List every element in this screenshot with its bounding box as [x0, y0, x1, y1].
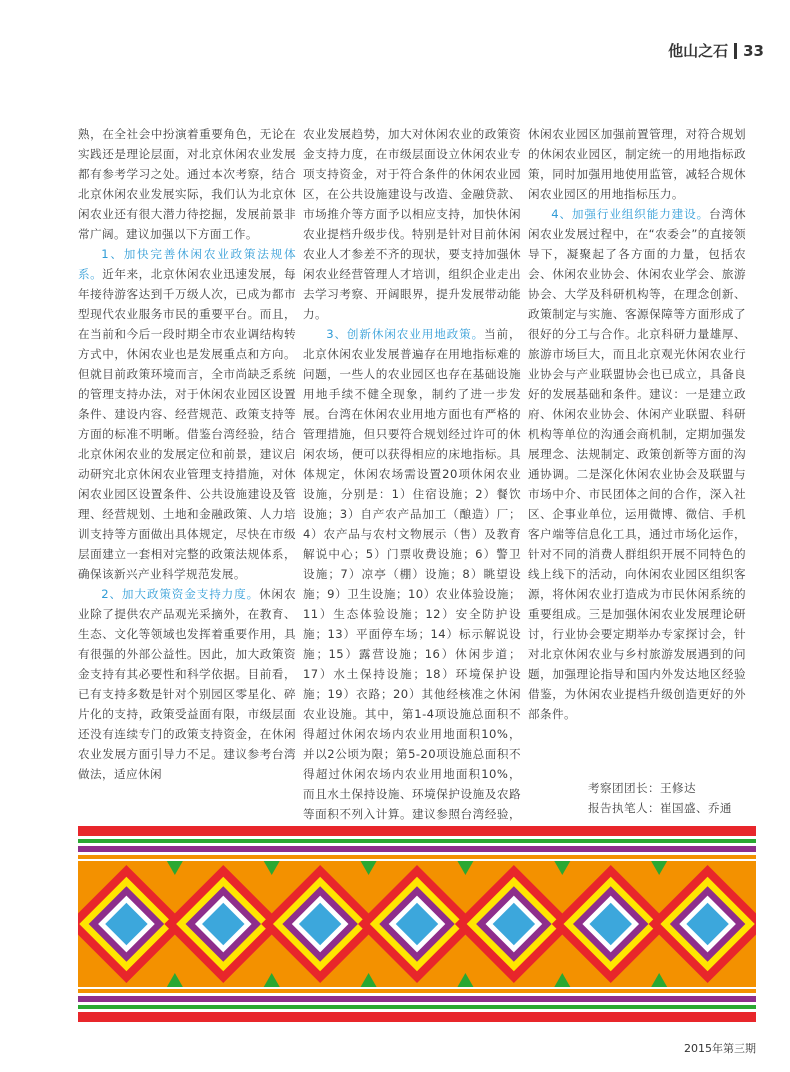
- banner-stripes-top: [78, 826, 756, 861]
- paragraph: 熟，在全社会中扮演着重要角色，无论在实践还是理论层面，对北京休闲农业发展都有参考学习之处。通过本次考察，结合北京休闲农业发展实际，我们认为北京休闲农业还有很大潜力待挖掘，发展前景非常广阔。建议加强以下方面工作。: [78, 127, 296, 241]
- decorative-banner: [78, 826, 756, 1022]
- banner-stripe: [78, 989, 756, 993]
- issue-label: 2015年第三期: [684, 1042, 756, 1055]
- paragraph: [78, 584, 296, 784]
- banner-stripe: [78, 993, 756, 996]
- banner-stripe: [78, 852, 756, 855]
- section-heading: 1、加快完善休闲农业政策法规体系。: [78, 247, 296, 281]
- banner-stripe: [78, 855, 756, 859]
- signature-leader: 考察团团长：王修达: [588, 781, 696, 795]
- banner-stripe: [78, 846, 756, 852]
- text-column-2: [303, 124, 521, 844]
- banner-stripe: [78, 987, 756, 989]
- banner-stripe: [78, 996, 756, 1002]
- banner-stripe: [78, 1005, 756, 1009]
- banner-stripe: [78, 826, 756, 836]
- paragraph: [78, 244, 296, 584]
- paragraph-body: 台湾休闲农业发展过程中，在“农委会”的直接领导下，凝聚起了各方面的力量，包括农会、休闲农业协会、休闲农业学会、旅游协会、大学及科研机构等，在理念创新、政策制定与实施、客源保障等方面形成了很好的分工与合作。北京科研力量雄厚、旅游市场巨大，而且北京观光休闲农业行业协会与产业联盟协会也已成立，具备良好的发展基础和条件。建议：一是建立政府、休闲农业协会、休闲产业联盟、科研机构等单位的沟通会商机制，定期加强发展理念、法规制定、政策创新等方面的沟通协调。二是深化休闲农业协会及联盟与市场中介、市民团体之间的合作，深入社区、企事业单位，运用微博、微信、手机客户端等信息化工具，通过市场化运作，针对不同的消费人群组织开展不同特色的线上线下的活动，向休闲农业园区组织客源，将休闲农业打造成为市民休闲系统的重要组成。三是加强休闲农业发展理论研讨，行业协会要定期举办专家探讨会，针对北京休闲农业与乡村旅游发展遇到的问题，加强理论指导和国内外发达地区经验借鉴，为休闲农业提档升级创造更好的外部条件。: [528, 207, 747, 721]
- banner-stripe: [78, 836, 756, 839]
- banner-stripe: [78, 843, 756, 846]
- banner-pattern-band: [78, 861, 756, 987]
- banner-stripe: [78, 1012, 756, 1022]
- signature-writers: 报告执笔人：崔国盛、乔通: [588, 801, 732, 815]
- text-column-3: [528, 124, 746, 724]
- text-column-1: [78, 124, 296, 784]
- paragraph-body: 近年来，北京休闲农业迅速发展，每年接待游客达到千万级人次，已成为都市型现代农业服务市民的重要平台。而且，在当前和今后一段时期全市农业调结构转方式中，休闲农业也是发展重点和方向。但就目前政策环境而言，全市尚缺乏系统的管理支持办法，对于休闲农业园区设置条件、建设内容、经营规范、政策支持等方面的标准不明晰。借鉴台湾经验，结合北京休闲农业的发展定位和前景，建议启动研究北京休闲农业管理支持措施，对休闲农业园区设置条件、公共设施建设及管理、经营规划、土地和金融政策、人力培训支持等方面做出具体规定，尽快在市级层面建立一套相对完整的政策法规体系，确保该新兴产业科学规范发展。: [78, 267, 296, 581]
- banner-stripe: [78, 859, 756, 861]
- paragraph: [303, 324, 521, 844]
- paragraph: [528, 204, 746, 724]
- section-title: 他山之石: [668, 42, 729, 60]
- section-heading: 2、加大政策资金支持力度。: [101, 587, 260, 601]
- banner-stripe: [78, 839, 756, 843]
- section-heading: 3、创新休闲农业用地政策。: [326, 327, 485, 341]
- page-header: [668, 40, 764, 61]
- paragraph-body: 休闲农业除了提供农产品观光采摘外，在教育、生态、文化等领域也发挥着重要作用，具有很强的外部公益性。因此，加大政策资金支持有其必要性和科学依据。目前看，已有支持多数是针对个别园区零星化、碎片化的支持，政策受益面有限，市级层面还没有连续专门的政策支持资金，在休闲农业发展方面引导力不足。建议参考台湾做法，适应休闲: [78, 587, 297, 781]
- paragraph: 休闲农业园区加强前置管理，对符合规划的休闲农业园区，制定统一的用地指标政策，同时加强用地使用监管，减轻合规休闲农业园区的用地指标压力。: [528, 127, 746, 201]
- header-divider: [734, 43, 737, 59]
- banner-stripes-bottom: [78, 987, 756, 1022]
- paragraph: 农业发展趋势，加大对休闲农业的政策资金支持力度，在市级层面设立休闲农业专项支持资金，对于符合条件的休闲农业园区，在公共设施建设与改造、金融贷款、市场推介等方面予以相应支持，加快休闲农业提档升级步伐。特别是针对目前休闲农业人才参差不齐的现状，要支持加强休闲农业经营管理人才培训，组织企业走出去学习考察、开阔眼界，提升发展带动能力。: [303, 127, 521, 321]
- banner-stripe: [78, 1009, 756, 1012]
- banner-stripe: [78, 1002, 756, 1005]
- paragraph-body: 当前，北京休闲农业发展普遍存在用地指标难的问题，一些人的农业园区也存在基础设施用地手续不健全现象，制约了进一步发展。台湾在休闲农业用地方面也有严格的管理措施，但只要符合规划经过许可的休闲农场，便可以获得相应的床地指标。具体规定，休闲农场需设置20项休闲农业设施，分别是：1）住宿设施；2）餐饮设施；3）自产农产品加工（酿造）厂；4）农产品与农村文物展示（售）及教育解说中心；5）门票收费设施；6）警卫设施；7）凉亭（棚）设施；8）眺望设施；9）卫生设施；10）农业体验设施；11）生态体验设施；12）安全防护设施；13）平面停车场；14）标示解说设施；15）露营设施；16）休闲步道；17）水土保持设施；18）环境保护设施；19）衣路；20）其他经核准之休闲农业设施。其中，第1-4项设施总面积不得超过休闲农场内农业用地面积10%，并以2公顷为限；第5-20项设施总面积不得超过休闲农场内农业用地面积10%，而且水土保持设施、环境保护设施及农路等面积不列入计算。建议参照台湾经验，: [303, 327, 522, 821]
- page-number: 33: [743, 41, 764, 60]
- section-heading: 4、加强行业组织能力建设。: [551, 207, 710, 221]
